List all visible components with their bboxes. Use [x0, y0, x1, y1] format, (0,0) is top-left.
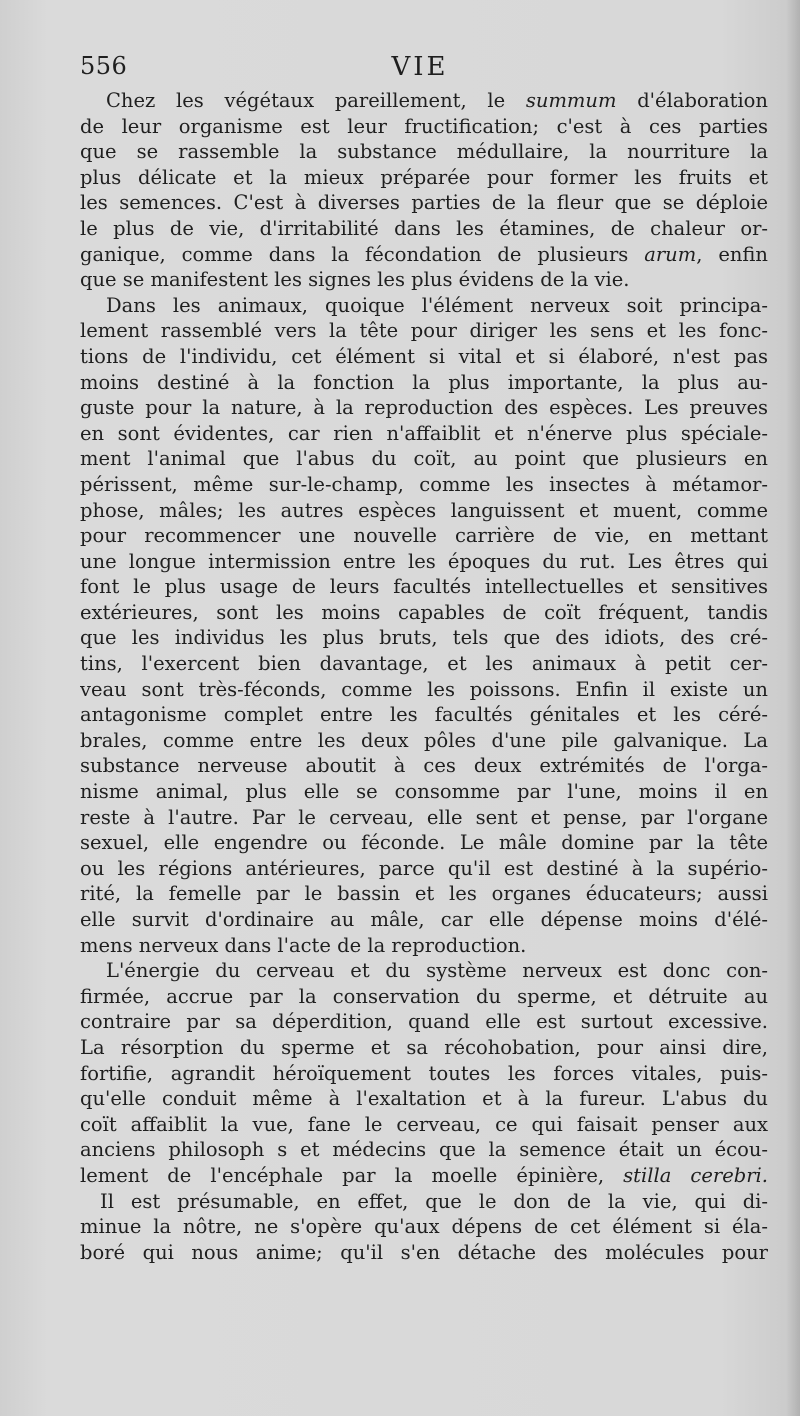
text-run: Chez les végétaux pareillement, le: [106, 89, 526, 112]
text-line: [80, 114, 768, 140]
text-run: veau sont très-féconds, comme les poissons. Enfin il existe un: [80, 677, 768, 701]
text-line: [80, 856, 768, 882]
text-run: guste pour la nature, à la reproduction des espèces. Les preuves: [80, 396, 768, 420]
text-run: en sont évidentes, car rien n'affaiblit et n'énerve plus spéciale-: [80, 421, 768, 445]
running-head: VIE: [391, 52, 449, 82]
text-run: ganique, comme dans la fécondation de plusieurs: [80, 242, 645, 266]
text-run: contraire par sa déperdition, quand elle est surtout excessive.: [80, 1010, 768, 1034]
text-run: nisme animal, plus elle se consomme par l'une, moins il en: [80, 780, 768, 804]
text-run: substance nerveuse aboutit à ces deux extrémités de l'orga-: [80, 754, 768, 778]
text-run: ou les régions antérieures, parce qu'il est destiné à la supério-: [80, 856, 768, 880]
text-run: firmée, accrue par la conservation du sperme, et détruite au: [80, 984, 768, 1008]
text-line: [80, 1240, 768, 1266]
text-line: [80, 190, 768, 216]
text-line: [80, 600, 768, 626]
text-run: sexuel, elle engendre ou féconde. Le mâle domine par la tête: [80, 831, 768, 855]
text-line: [80, 1189, 768, 1215]
text-line: [80, 139, 768, 165]
text-line: [80, 1035, 768, 1061]
text-line: [80, 242, 768, 268]
text-run: le plus de vie, d'irritabilité dans les étamines, de chaleur or-: [80, 216, 768, 240]
text-line: [80, 1009, 768, 1035]
text-run: périssent, même sur-le-champ, comme les insectes à métamor-: [80, 472, 768, 496]
text-run: La résorption du sperme et sa récohobation, pour ainsi dire,: [80, 1035, 768, 1059]
text-run: boré qui nous anime; qu'il s'en détache des molécules pour: [80, 1240, 768, 1264]
text-line: [80, 1214, 768, 1240]
text-run: ment l'animal que l'abus du coït, au point que plusieurs en: [80, 447, 768, 471]
text-line: [80, 472, 768, 498]
text-line: [80, 549, 768, 575]
text-run: lement de l'encéphale par la moelle épinière,: [80, 1163, 624, 1187]
page-spine-shadow: [786, 0, 800, 1416]
text-run: une longue intermission entre les époques du rut. Les êtres qui: [80, 549, 768, 573]
text-run: coït affaiblit la vue, fane le cerveau, ce qui faisait penser aux: [80, 1112, 768, 1136]
text-line: [80, 728, 768, 754]
text-line: [80, 1112, 768, 1138]
text-run: que les individus les plus bruts, tels que des idiots, des cré-: [80, 626, 768, 650]
italic-term: arum: [644, 242, 697, 266]
text-run: de leur organisme est leur fructification; c'est à ces parties: [80, 114, 768, 138]
text-line: [80, 881, 768, 907]
text-run: tins, l'exercent bien davantage, et les animaux à petit cer-: [80, 652, 768, 676]
text-run: moins destiné à la fonction la plus importante, la plus au-: [80, 370, 768, 394]
text-run: que se rassemble la substance médullaire, la nourriture la: [80, 140, 768, 164]
text-line: [80, 421, 768, 447]
italic-term: stilla cerebri.: [623, 1163, 768, 1187]
text-line: [80, 344, 768, 370]
text-run: d'élaboration: [616, 89, 768, 112]
text-line: [80, 498, 768, 524]
text-line: [80, 625, 768, 651]
text-run: que se manifestent les signes les plus évidens de la vie.: [80, 268, 630, 292]
text-line: [80, 523, 768, 549]
text-line: [80, 395, 768, 421]
text-line: [80, 216, 768, 242]
text-line: [80, 702, 768, 728]
body-text: [80, 88, 768, 1265]
text-run: les semences. C'est à diverses parties de la fleur que se déploie: [80, 191, 768, 215]
text-line: [80, 907, 768, 933]
text-run: rité, la femelle par le bassin et les organes éducateurs; aussi: [80, 882, 768, 906]
text-run: reste à l'autre. Par le cerveau, elle sent et pense, par l'organe: [80, 805, 768, 829]
text-line: [80, 1086, 768, 1112]
text-line: [80, 574, 768, 600]
text-run: fortifie, agrandit héroïquement toutes les forces vitales, puis-: [80, 1061, 768, 1085]
page-number: 556: [80, 52, 128, 80]
text-line: [80, 88, 768, 114]
text-line: [80, 1137, 768, 1163]
text-run: qu'elle conduit même à l'exaltation et à la fureur. L'abus du: [80, 1087, 768, 1111]
text-run: elle survit d'ordinaire au mâle, car elle dépense moins d'élé-: [80, 908, 768, 931]
text-run: phose, mâles; les autres espèces languissent et muent, comme: [80, 498, 768, 522]
text-line: [80, 267, 768, 293]
text-run: mens nerveux dans l'acte de la reproduction.: [80, 933, 527, 957]
text-line: [80, 370, 768, 396]
text-run: pour recommencer une nouvelle carrière de vie, en mettant: [80, 524, 768, 548]
text-run: Dans les animaux, quoique l'élément nerveux soit principa-: [106, 293, 768, 317]
text-line: [80, 293, 768, 319]
text-line: [80, 651, 768, 677]
text-line: [80, 753, 768, 779]
text-run: anciens philosoph s et médecins que la semence était un écou-: [80, 1138, 768, 1162]
text-run: lement rassemblé vers la tête pour diriger les sens et les fonc-: [80, 319, 768, 343]
text-run: L'énergie du cerveau et du système nerveux est donc con-: [106, 959, 768, 983]
text-run: antagonisme complet entre les facultés génitales et les céré-: [80, 703, 768, 727]
text-line: [80, 933, 768, 959]
text-run: font le plus usage de leurs facultés intellectuelles et sensitives: [80, 575, 768, 599]
text-line: [80, 984, 768, 1010]
text-run: Il est présumable, en effet, que le don de la vie, qui di-: [100, 1189, 768, 1213]
text-run: brales, comme entre les deux pôles d'une pile galvanique. La: [80, 728, 768, 752]
text-line: [80, 830, 768, 856]
text-line: [80, 446, 768, 472]
text-line: [80, 318, 768, 344]
text-line: [80, 165, 768, 191]
text-line: [80, 1163, 768, 1189]
text-run: tions de l'individu, cet élément si vital et si élaboré, n'est pas: [80, 344, 768, 368]
text-line: [80, 1061, 768, 1087]
text-run: extérieures, sont les moins capables de coït fréquent, tandis: [80, 600, 768, 624]
page-header: [80, 52, 760, 88]
text-line: [80, 677, 768, 703]
text-run: minue la nôtre, ne s'opère qu'aux dépens de cet élément si éla-: [80, 1215, 768, 1239]
italic-term: summum: [525, 89, 617, 112]
text-run: plus délicate et la mieux préparée pour former les fruits et: [80, 165, 768, 189]
text-line: [80, 779, 768, 805]
text-line: [80, 958, 768, 984]
text-run: , enfin: [696, 242, 768, 266]
text-line: [80, 805, 768, 831]
